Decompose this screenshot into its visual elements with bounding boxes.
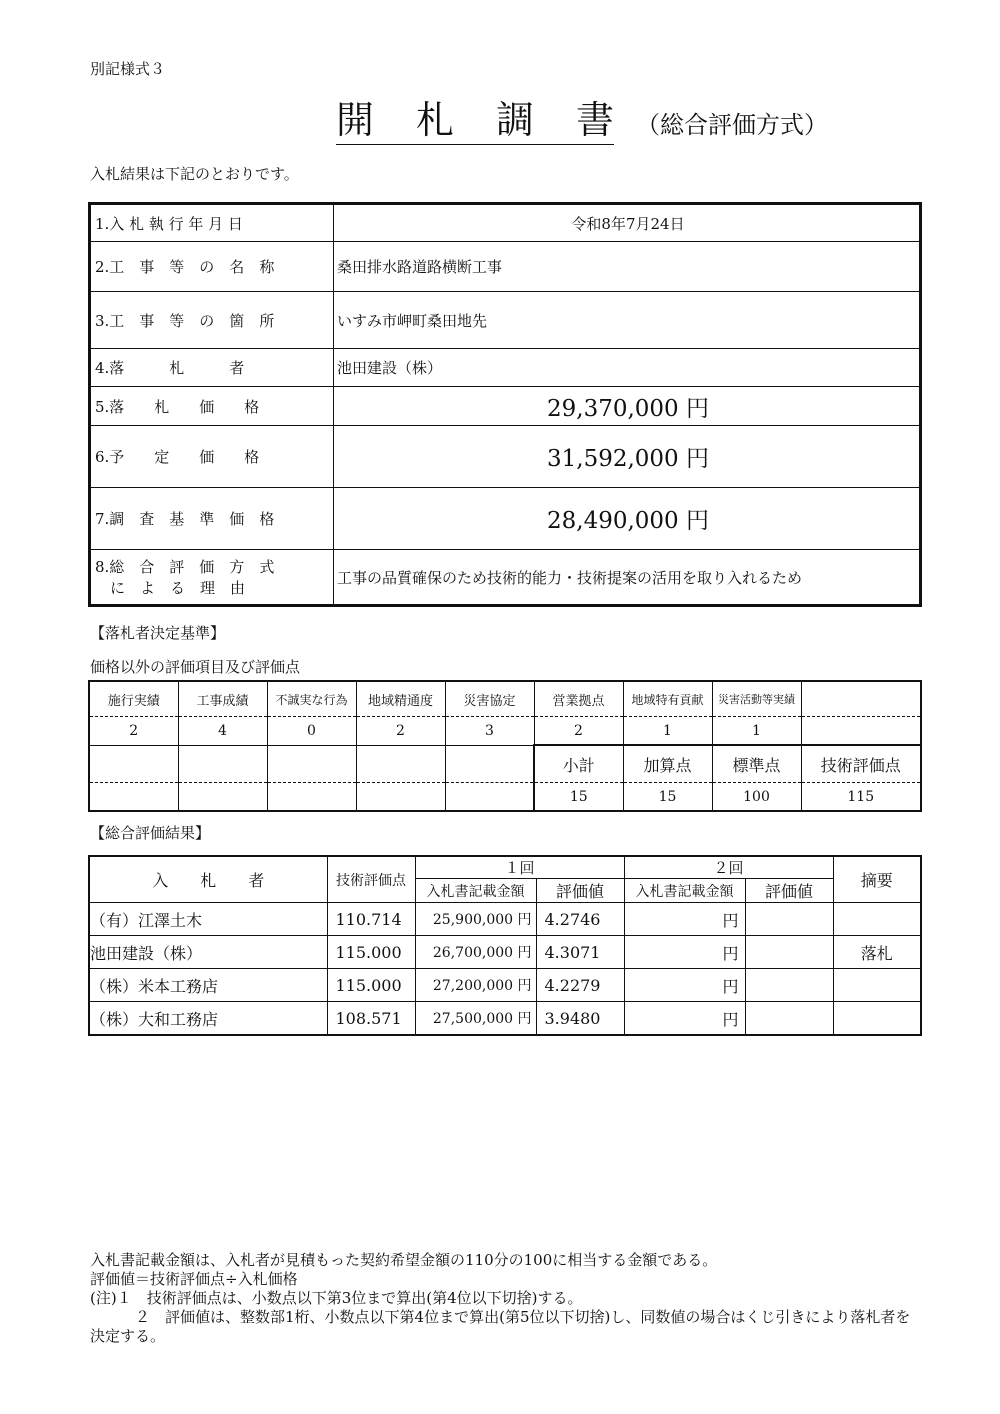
result-header-amount: 入札書記載金額	[624, 879, 745, 903]
note-line: ２ 評価値は、整数部1桁、小数点以下第4位まで算出(第5位以下切捨)し、同数値の場合はくじ引きにより落札者を決定する。	[90, 1308, 911, 1345]
eval-tech-score-header: 技術評価点	[801, 745, 921, 783]
result-tech-score: 110.714	[327, 903, 415, 936]
info-label-line-1: 8.総 合 評 価 方 式	[95, 558, 275, 576]
info-row-reason	[90, 550, 921, 606]
title-char-4: 書	[575, 98, 614, 142]
eval-empty-cell	[267, 783, 356, 812]
eval-value: 2	[356, 717, 445, 746]
info-label: 7.調 査 基 準 価 格	[90, 488, 334, 550]
eval-header: 災害活動等実績	[712, 681, 801, 717]
eval-value: 2	[534, 717, 623, 746]
result-tech-score: 115.000	[327, 969, 415, 1002]
result-value-1: 3.9480	[536, 1002, 624, 1036]
info-label-line-2: に よ る 理 由	[95, 579, 246, 597]
eval-value: 4	[178, 717, 267, 746]
eval-value: 0	[267, 717, 356, 746]
eval-empty-cell	[445, 745, 534, 783]
info-label: 4.落 札 者	[90, 349, 334, 387]
note-line: (注)１ 技術評価点は、小数点以下第3位まで算出(第4位以下切捨)する。	[90, 1289, 583, 1307]
info-row-name	[90, 242, 921, 292]
info-value: 池田建設（株）	[334, 349, 921, 387]
result-note: 落札	[833, 936, 921, 969]
title-char-2: 札	[415, 98, 454, 142]
result-amount-1: 26,700,000 円	[415, 936, 536, 969]
result-header-value: 評価値	[745, 879, 833, 903]
result-row	[89, 969, 921, 1002]
info-label: 5.落 札 価 格	[90, 387, 334, 426]
info-value: 工事の品質確保のため技術的能力・技術提案の活用を取り入れるため	[334, 550, 921, 606]
eval-subtotal-header: 小計	[534, 745, 623, 783]
eval-value: 1	[623, 717, 712, 746]
result-amount-2: 円	[624, 903, 745, 936]
result-bidder: （有）江澤土木	[89, 903, 327, 936]
info-row-date	[90, 204, 921, 242]
result-tech-score: 108.571	[327, 1002, 415, 1036]
eval-empty-cell	[89, 783, 178, 812]
result-amount-2: 円	[624, 969, 745, 1002]
result-row	[89, 903, 921, 936]
result-header-amount: 入札書記載金額	[415, 879, 536, 903]
info-label: 3.工 事 等 の 箇 所	[90, 292, 334, 349]
result-value-1: 4.3071	[536, 936, 624, 969]
eval-header: 地域精通度	[356, 681, 445, 717]
eval-heading: 価格以外の評価項目及び評価点	[90, 658, 301, 676]
result-header-round2: ２回	[624, 856, 833, 879]
result-value-2	[745, 1002, 833, 1036]
eval-standard-header: 標準点	[712, 745, 801, 783]
info-row-base-price	[90, 488, 921, 550]
info-table	[88, 202, 922, 607]
eval-value: 2	[89, 717, 178, 746]
result-value-2	[745, 969, 833, 1002]
eval-subtotal-value: 15	[534, 783, 623, 812]
note-line: 評価値＝技術評価点÷入札価格	[90, 1270, 298, 1288]
info-value: いすみ市岬町桑田地先	[334, 292, 921, 349]
page-title	[336, 98, 614, 145]
title-char-3: 調	[495, 98, 534, 142]
info-value: 31,592,000 円	[334, 426, 921, 488]
result-header-tech: 技術評価点	[327, 856, 415, 903]
info-value: 28,490,000 円	[334, 488, 921, 550]
eval-empty-cell	[178, 745, 267, 783]
result-note	[833, 903, 921, 936]
info-label	[90, 550, 334, 606]
result-heading: 【総合評価結果】	[90, 824, 211, 842]
result-amount-1: 25,900,000 円	[415, 903, 536, 936]
info-row-planned-price	[90, 426, 921, 488]
result-bidder: （株）大和工務店	[89, 1002, 327, 1036]
eval-value	[801, 717, 921, 746]
intro-text: 入札結果は下記のとおりです。	[90, 165, 299, 183]
eval-subtotal-header-row	[89, 745, 921, 783]
result-header-value: 評価値	[536, 879, 624, 903]
info-row-winning-price	[90, 387, 921, 426]
eval-tech-score-value: 115	[801, 783, 921, 812]
eval-empty-cell	[356, 783, 445, 812]
title-char-1: 開	[336, 98, 375, 142]
result-table	[88, 855, 922, 1036]
eval-empty-cell	[445, 783, 534, 812]
eval-header: 営業拠点	[534, 681, 623, 717]
info-label: 1.入 札 執 行 年 月 日	[90, 204, 334, 242]
result-amount-1: 27,200,000 円	[415, 969, 536, 1002]
result-bidder: 池田建設（株）	[89, 936, 327, 969]
page-subtitle: （総合評価方式）	[636, 111, 828, 139]
info-label: 2.工 事 等 の 名 称	[90, 242, 334, 292]
criteria-heading: 【落札者決定基準】	[90, 624, 226, 642]
eval-subtotal-value-row	[89, 783, 921, 812]
form-number: 別記様式３	[90, 60, 166, 78]
eval-header: 地域特有貢献	[623, 681, 712, 717]
eval-header: 工事成績	[178, 681, 267, 717]
result-header-note: 摘要	[833, 856, 921, 903]
eval-empty-cell	[178, 783, 267, 812]
notes	[90, 1251, 920, 1346]
eval-header-row	[89, 681, 921, 717]
eval-empty-cell	[89, 745, 178, 783]
info-value: 29,370,000 円	[334, 387, 921, 426]
eval-value-row	[89, 717, 921, 746]
note-line: 入札書記載金額は、入札者が見積もった契約希望金額の110分の100に相当する金額である。	[90, 1251, 718, 1269]
info-row-winner	[90, 349, 921, 387]
result-amount-1: 27,500,000 円	[415, 1002, 536, 1036]
eval-standard-value: 100	[712, 783, 801, 812]
result-value-1: 4.2279	[536, 969, 624, 1002]
eval-empty-cell	[356, 745, 445, 783]
result-bidder: （株）米本工務店	[89, 969, 327, 1002]
result-amount-2: 円	[624, 1002, 745, 1036]
eval-value: 3	[445, 717, 534, 746]
result-value-1: 4.2746	[536, 903, 624, 936]
eval-bonus-value: 15	[623, 783, 712, 812]
result-amount-2: 円	[624, 936, 745, 969]
result-header-round1: １回	[415, 856, 624, 879]
result-note	[833, 1002, 921, 1036]
eval-header	[801, 681, 921, 717]
eval-table	[88, 680, 922, 812]
result-value-2	[745, 903, 833, 936]
info-label: 6.予 定 価 格	[90, 426, 334, 488]
eval-empty-cell	[267, 745, 356, 783]
eval-header: 施行実績	[89, 681, 178, 717]
result-value-2	[745, 936, 833, 969]
info-value: 令和8年7月24日	[334, 204, 921, 242]
eval-value: 1	[712, 717, 801, 746]
eval-bonus-header: 加算点	[623, 745, 712, 783]
result-row	[89, 1002, 921, 1036]
result-header-bidder: 入 札 者	[89, 856, 327, 903]
info-value: 桑田排水路道路横断工事	[334, 242, 921, 292]
result-row	[89, 936, 921, 969]
eval-header: 不誠実な行為	[267, 681, 356, 717]
result-header-row-1	[89, 856, 921, 879]
info-row-location	[90, 292, 921, 349]
result-tech-score: 115.000	[327, 936, 415, 969]
result-note	[833, 969, 921, 1002]
eval-header: 災害協定	[445, 681, 534, 717]
